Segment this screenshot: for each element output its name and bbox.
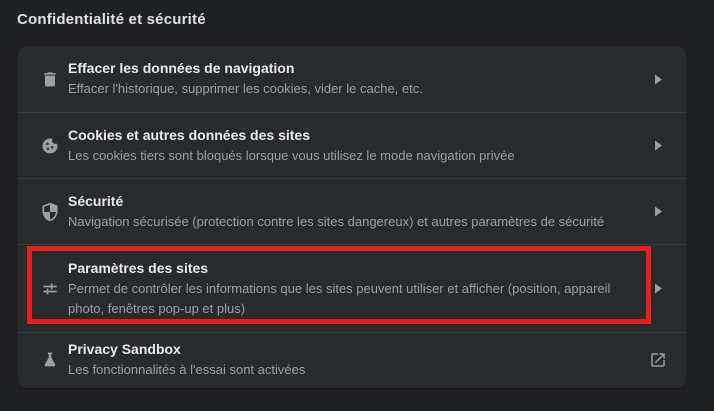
- row-text: [68, 59, 423, 99]
- open-in-new-icon[interactable]: [646, 351, 670, 369]
- row-title: Sécurité: [68, 192, 124, 209]
- trash-icon: [38, 69, 62, 89]
- row-subtitle: Les cookies tiers sont bloqués lorsque vous utilisez le mode navigation privée: [68, 147, 515, 163]
- row-title: Privacy Sandbox: [68, 341, 181, 357]
- chevron-right-icon: [646, 140, 670, 151]
- flask-icon: [38, 350, 62, 370]
- section-title: Confidentialité et sécurité: [17, 11, 206, 28]
- tune-icon: [38, 279, 62, 299]
- row-site-settings[interactable]: [18, 244, 686, 332]
- row-privacy-sandbox[interactable]: [18, 332, 686, 387]
- row-title: Paramètres des sites: [68, 259, 209, 276]
- row-security[interactable]: [18, 178, 686, 244]
- row-text: [68, 192, 604, 232]
- shield-icon: [38, 202, 62, 222]
- chevron-right-icon: [646, 74, 670, 85]
- row-text: [68, 259, 634, 319]
- row-subtitle: Permet de contrôler les informations que les sites peuvent utiliser et afficher (position, appareil photo, fenêtres pop-up et plus): [68, 280, 611, 316]
- row-subtitle: Les fonctionnalités à l'essai sont activées: [68, 362, 306, 377]
- row-subtitle: Effacer l'historique, supprimer les cookies, vider le cache, etc.: [68, 81, 423, 96]
- row-cookies-site-data[interactable]: [18, 112, 686, 178]
- privacy-security-card: [18, 46, 686, 388]
- cookie-icon: [38, 136, 62, 156]
- chevron-right-icon: [646, 206, 670, 217]
- row-subtitle: Navigation sécurisée (protection contre les sites dangereux) et autres paramètres de sécurité: [68, 213, 605, 229]
- row-text: [68, 340, 305, 380]
- chevron-right-icon: [646, 283, 670, 294]
- row-text: [68, 126, 515, 166]
- row-title: Effacer les données de navigation: [68, 60, 295, 76]
- row-clear-browsing-data[interactable]: [18, 46, 686, 112]
- row-title: Cookies et autres données des sites: [68, 126, 310, 143]
